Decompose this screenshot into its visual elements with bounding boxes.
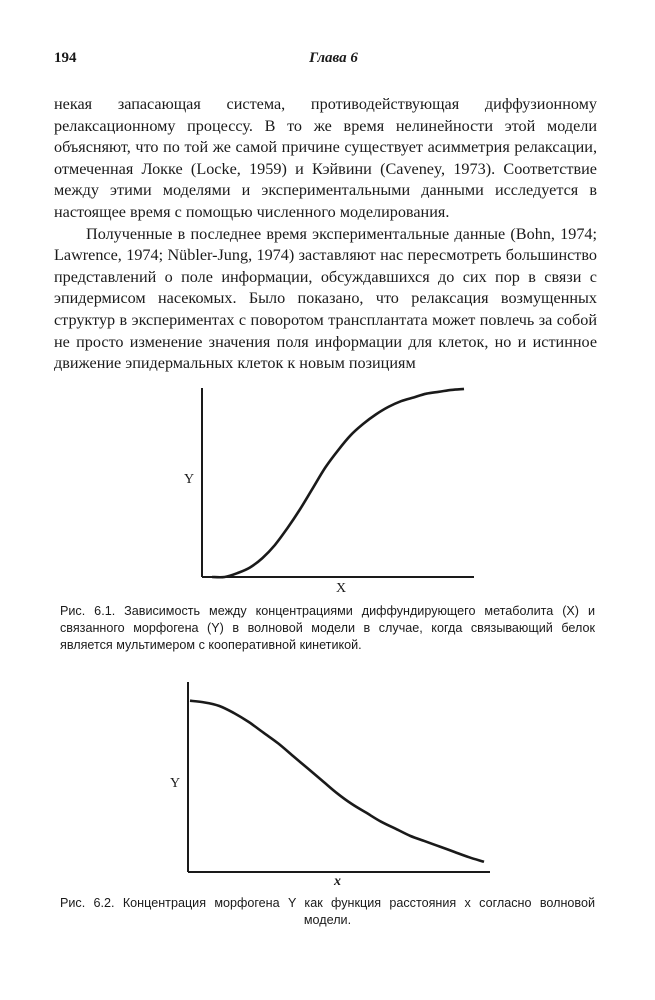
figure-6-2-chart bbox=[150, 672, 500, 892]
x-axis-label: X bbox=[336, 581, 347, 596]
page-number: 194 bbox=[54, 50, 77, 66]
figure-6-1-caption: Рис. 6.1. Зависимость между концентрациями диффундирующего метаболита (X) и связанного морфогена (Y) в волновой модели в случае, когда связывающий белок является мультимером с кооперативной кинетикой. bbox=[60, 604, 595, 652]
figure-6-2 bbox=[150, 672, 500, 892]
figure-6-1-chart bbox=[150, 378, 490, 598]
y-axis-label: Y bbox=[170, 776, 181, 791]
figure-6-2-caption: Рис. 6.2. Концентрация морфогена Y как функция расстояния x согласно волновой модели. bbox=[60, 896, 595, 927]
running-title: Глава 6 bbox=[309, 50, 358, 66]
paragraph: Полученные в последнее время экспериментальные данные (Bohn, 1974; Lawrence, 1974; Nübler-Jung, 1974) заставляют нас пересмотреть большинство представлений о поле информации, обсуждавшихся до сих пор в связи с эпидермисом насекомых. Было показано, что релаксация возмущенных структур в экспериментах с поворотом трансплантата может повлечь за собой не просто изменение значения поля информации для клеток, но и истинное движение эпидермальных клеток к новым позициям bbox=[54, 224, 597, 373]
y-axis-label: Y bbox=[184, 472, 195, 487]
figure-6-1 bbox=[150, 378, 490, 598]
series-line bbox=[190, 701, 484, 862]
page-header bbox=[54, 50, 613, 72]
body-text bbox=[54, 94, 597, 375]
series-line bbox=[212, 389, 464, 577]
x-axis-label: x bbox=[334, 874, 341, 889]
paragraph: некая запасающая система, противодействующая диффузионному релаксационному процессу. В то же время нелинейности этой модели объясняют, что по той же самой причине существует асимметрия релаксации, отмеченная Локке (Locke, 1959) и Кэйвини (Caveney, 1973). Соответствие между этими моделями и экспериментальными данными исследуется в настоящее время с помощью численного моделирования. bbox=[54, 95, 597, 221]
